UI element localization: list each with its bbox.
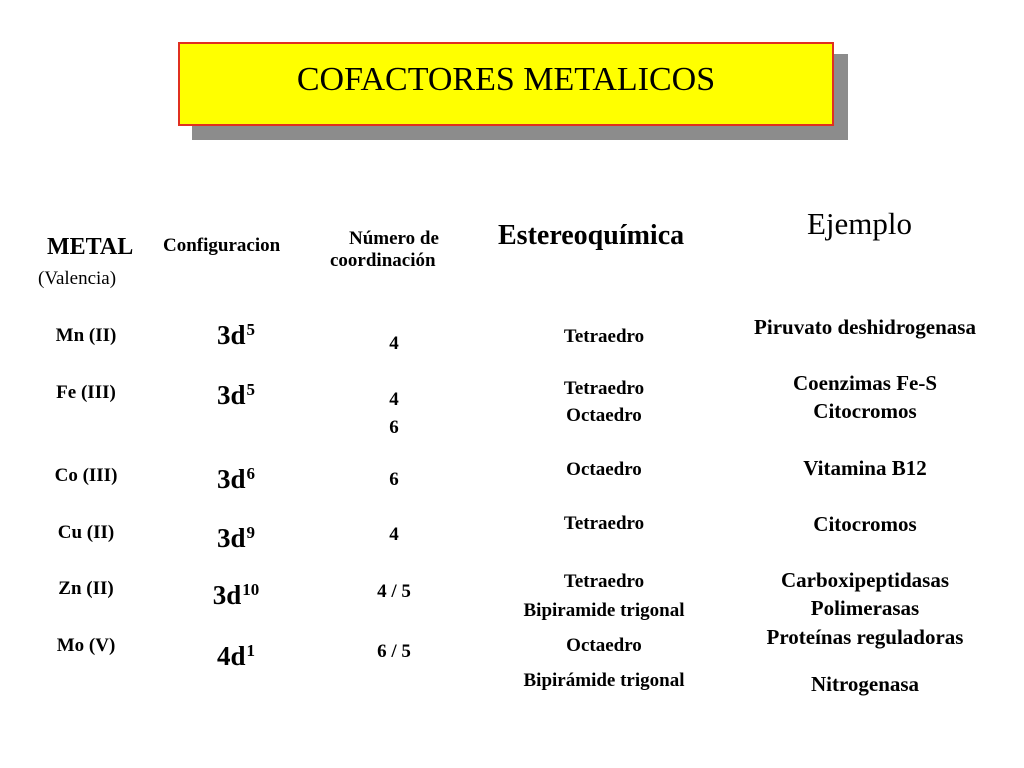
row-estereoquimica: Tetraedro xyxy=(563,571,645,592)
row-estereoquimica: Bipirámide trigonal xyxy=(523,670,685,691)
row-configuracion: $3d^5$ xyxy=(216,379,256,410)
header-valencia: (Valencia) xyxy=(38,268,117,289)
row-coordinacion: 4 xyxy=(389,389,399,410)
row-estereoquimica: Tetraedro xyxy=(563,513,645,534)
row-ejemplo: Piruvato deshidrogenasa xyxy=(754,315,976,339)
header-ejemplo: Ejemplo xyxy=(807,206,913,241)
row-estereoquimica: Tetraedro xyxy=(563,378,645,399)
row-ejemplo: Coenzimas Fe-S xyxy=(792,371,938,395)
row-coordinacion: 6 xyxy=(389,469,399,490)
header-metal: METAL xyxy=(47,234,134,260)
row-configuracion: $3d^6$ xyxy=(216,463,256,494)
header-configuracion: Configuracion xyxy=(163,235,281,256)
row-coordinacion: 4 / 5 xyxy=(377,581,411,602)
row-ejemplo: Nitrogenasa xyxy=(810,672,920,696)
row-ejemplo: Citocromos xyxy=(813,399,917,423)
row-estereoquimica: Tetraedro xyxy=(563,326,645,347)
header-estereoquimica: Estereoquímica xyxy=(498,220,685,251)
row-configuracion: $3d^9$ xyxy=(216,522,256,553)
row-ejemplo: Vitamina B12 xyxy=(803,456,927,480)
title-box xyxy=(178,42,834,126)
row-metal: Cu (II) xyxy=(57,522,115,543)
row-estereoquimica: Octaedro xyxy=(566,459,642,480)
row-metal: Zn (II) xyxy=(58,578,114,599)
row-ejemplo: Polimerasas xyxy=(810,596,920,620)
row-estereoquimica: Bipiramide trigonal xyxy=(523,600,685,621)
header-numero-line1: Número de xyxy=(349,228,439,249)
row-configuracion: $4d^1$ xyxy=(216,640,256,671)
row-metal: Mo (V) xyxy=(56,635,116,656)
row-ejemplo: Proteínas reguladoras xyxy=(766,625,964,649)
row-metal: Co (III) xyxy=(54,465,118,486)
row-coordinacion: 6 xyxy=(389,417,399,438)
row-configuracion: $3d^5$ xyxy=(216,319,256,350)
row-coordinacion: 4 xyxy=(389,524,399,545)
row-estereoquimica: Octaedro xyxy=(566,405,642,426)
header-numero-line2: coordinación xyxy=(330,250,436,271)
row-coordinacion: 6 / 5 xyxy=(377,641,411,662)
row-coordinacion: 4 xyxy=(389,333,399,354)
slide-title: COFACTORES METALICOS xyxy=(296,61,716,98)
row-metal: Mn (II) xyxy=(55,325,117,346)
row-ejemplo: Carboxipeptidasas xyxy=(780,568,950,592)
row-configuracion: $3d^{10}$ xyxy=(212,579,260,610)
row-metal: Fe (III) xyxy=(56,382,116,403)
row-estereoquimica: Octaedro xyxy=(566,635,642,656)
row-ejemplo: Citocromos xyxy=(813,512,917,536)
